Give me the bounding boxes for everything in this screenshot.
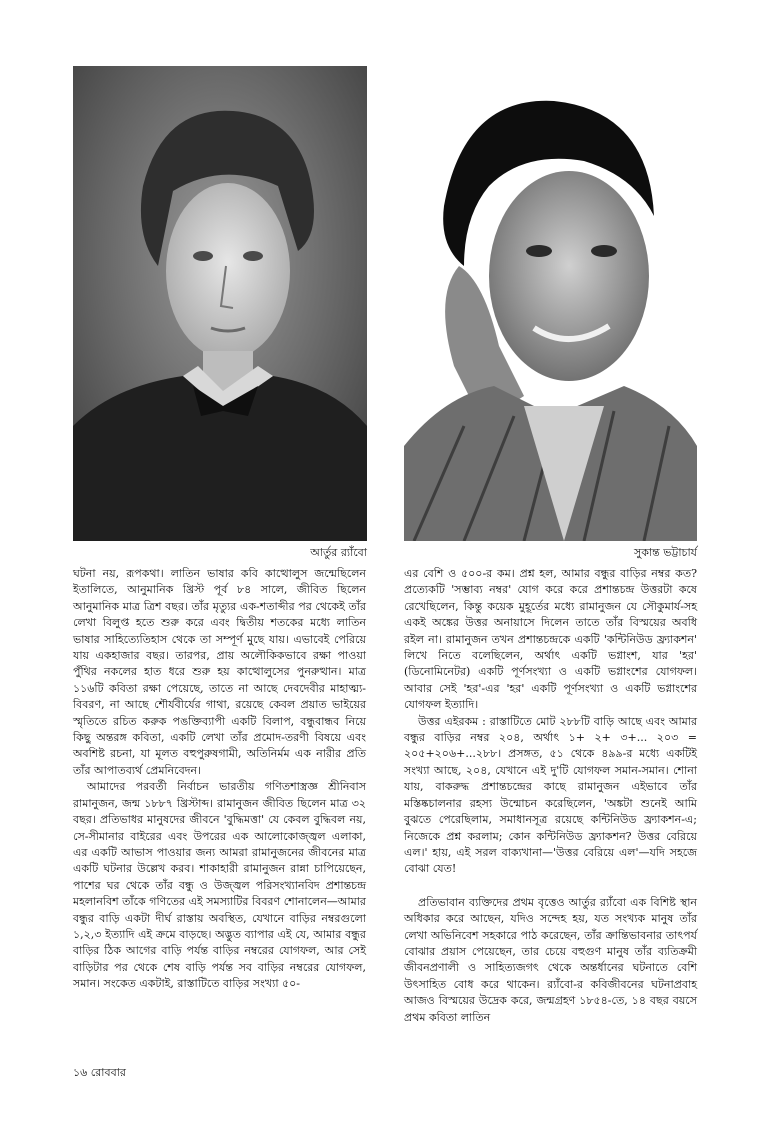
paragraph: প্রতিভাবান ব্যক্তিদের প্রথম বৃত্তেও আর্তুর র‍্যাঁবো এক বিশিষ্ট স্থান অধিকার করে আছেন, যদিও সন্দেহ হয়, যত সংখ্যক মানুষ তাঁর লেখা অভিনিবেশ সহকারে পাঠ করেছেন, তাঁর ক্রান্তিভাবনার তাৎপর্য বোঝার প্রয়াস পেয়েছেন, তার চেয়ে বহুগুণ মানুষ তাঁর ব্যতিক্রমী জীবনপ্রণালী ও সাহিত্যজগৎ থেকে অন্তর্ধানের ঘটনাতে বেশি উৎসাহিত বোধ করে থাকেন। র‍্যাঁবো-র কবিজীবনের ঘটনাপ্রবাহ আজও বিস্ময়ের উদ্রেক করে, জন্মগ্রহণ ১৮৫৪-তে, ১৪ বছর বয়সে প্রথম কবিতা লাতিন [404, 895, 697, 1024]
photo-caption-right: সুকান্ত ভট্টাচার্য [633, 546, 697, 559]
paragraph: আমাদের পরবর্তী নির্বাচন ভারতীয় গণিতশাস্ত্রজ্ঞ শ্রীনিবাস রামানুজন, জন্ম ১৮৮৭ খ্রিস্টাব্দ। রামানুজন জীবিত ছিলেন মাত্র ৩২ বছর। প্রতিভাধর মানুষদের জীবনে 'বুদ্ধিমত্তা' যে কেবল বুদ্ধিবল নয়, সে-সীমানার বাইরের এবং উপরের এক আলোকোজ্জ্বল এলাকা, এর একটি আভাস পাওয়ার জন্য আমরা রামানুজনের জীবনের মাত্র একটি ঘটনার উল্লেখ করব। শাকাহারী রামানুজন রান্না চাপিয়েছেন, পাশের ঘর থেকে তাঁর বন্ধু ও উজ্জ্বল পরিসংখ্যানবিদ প্রশান্তচন্দ্র মহলানবিশ তাঁকে গণিতের এই সমস্যাটির বিবরণ শোনালেন—আমার বন্ধুর বাড়ি একটা দীর্ঘ রাস্তায় অবস্থিত, যেখানে বাড়ির নম্বরগুলো ১,২,৩ ইত্যাদি এই ক্রমে বাড়ছে। অদ্ভুত ব্যাপার এই যে, আমার বন্ধুর বাড়ির ঠিক আগের বাড়ি পর্যন্ত বাড়ির নম্বরের যোগফল, আর সেই বাড়িটার পর থেকে শেষ বাড়ি পর্যন্ত সব বাড়ির নম্বরের যোগফল, সমান। সংকেত একটাই, রাস্তাটিতে বাড়ির সংখ্যা ৫০- [73, 780, 366, 991]
photo-caption-left: আর্তুর র‍্যাঁবো [310, 546, 367, 559]
paragraph: এর বেশি ও ৫০০-র কম। প্রশ্ন হল, আমার বন্ধুর বাড়ির নম্বর কত? প্রত্যেকটি 'সম্ভাব্য নম্বর' যোগ করে করে প্রশান্তচন্দ্র উত্তরটা কষে রেখেছিলেন, কিন্তু কয়েক মুহূর্তের মধ্যে রামানুজন যে সৌকুমার্য-সহ একই অঙ্কের উত্তর অনায়াসে দিলেন তাতে তাঁর বিস্ময়ের অবধি রইল না। রামানুজন তখন প্রশান্তচন্দ্রকে একটি 'কন্টিনিউড ফ্র্যাকশন' লিখে নিতে বলেছিলেন, অর্থাৎ একটি ভগ্নাংশ, যার 'হর' (ডিনোমিনেটর) একটি পূর্ণসংখ্যা ও একটি ভগ্নাংশের যোগফল। আবার সেই 'হর'-এর 'হর' একটি পূর্ণসংখ্যা ও একটি ভগ্নাংশের যোগফল ইত্যাদি। [404, 567, 697, 712]
portrait-photo-rimbaud [73, 66, 367, 541]
paragraph: উত্তর এইরকম : রাস্তাটিতে মোট ২৮৮টি বাড়ি আছে এবং আমার বন্ধুর বাড়ির নম্বর ২০৪, অর্থাৎ ১+ ২+ ৩+... ২০৩ = ২০৫+২০৬+...২৮৮। প্রসঙ্গত, ৫১ থেকে ৪৯৯-র মধ্যে একটিই সংখ্যা আছে, ২০৪, যেখানে এই দু'টি যোগফল সমান-সমান। শোনা যায়, বাকরুদ্ধ প্রশান্তচন্দ্রের কাছে রামানুজন এইভাবে তাঁর মস্তিষ্কচালনার রহস্য উন্মোচন করেছিলেন, 'অঙ্কটা শুনেই আমি বুঝতে পেরেছিলাম, সমাধানসূত্র রয়েছে কন্টিনিউড ফ্র্যাকশন-এ; নিজেকে প্রশ্ন করলাম; কোন কন্টিনিউড ফ্র্যাকশন? উত্তর বেরিয়ে এল।' হায়, এই সরল বাক্যখানা—'উত্তর বেরিয়ে এল'—যদি সহজে বোঝা যেত! [404, 714, 697, 876]
paragraph: ঘটনা নয়, রূপকথা। লাতিন ভাষার কবি কাত্থোলুস জন্মেছিলেন ইতালিতে, আনুমানিক খ্রিস্ট পূর্ব ৮৪ সালে, জীবিত ছিলেন আনুমানিক মাত্র ত্রিশ বছর। তাঁর মৃত্যুর এক-শতাব্দীর পর থেকেই তাঁর লেখা বিলুপ্ত হতে শুরু করে এবং দ্বিতীয় শতকের মধ্যে লাতিন ভাষার সাহিত্যেতিহাস থেকে তা সম্পূর্ণ মুছে যায়। এভাবেই পেরিয়ে যায় একহাজার বছর। তারপর, প্রায় অলৌকিকভাবে রক্ষা পাওয়া পুঁথির নকলের হাত ধরে শুরু হয় কাত্থোলুসের পুনরুত্থান। মাত্র ১১৬টি কবিতা রক্ষা পেয়েছে, তাতে না আছে দেবদেবীর মাহাত্ম্য-বিবরণ, না আছে শৌর্যবীর্যের গাথা, রয়েছে কেবল প্রয়াত ভাইয়ের স্মৃতিতে রচিত করুক পঙক্তিব্যাপী একটি বিলাপ, বন্ধুবান্ধব নিয়ে কিছু অন্তরঙ্গ কবিতা, একটি লেখা তাঁর প্রমোদ-তরণী বিষয়ে এবং অবশিষ্ট রচনা, যা মূলত বহুপুরুষগামী, অতিনির্মম এক নারীর প্রতি তাঁর আপাতব্যর্থ প্রেমনিবেদন। [73, 567, 366, 777]
page-footer: ১৬ রোববার [73, 1066, 126, 1079]
article-column-right [404, 566, 697, 1026]
portrait-photo-sukanta [404, 66, 697, 541]
article-column-left [73, 566, 366, 993]
